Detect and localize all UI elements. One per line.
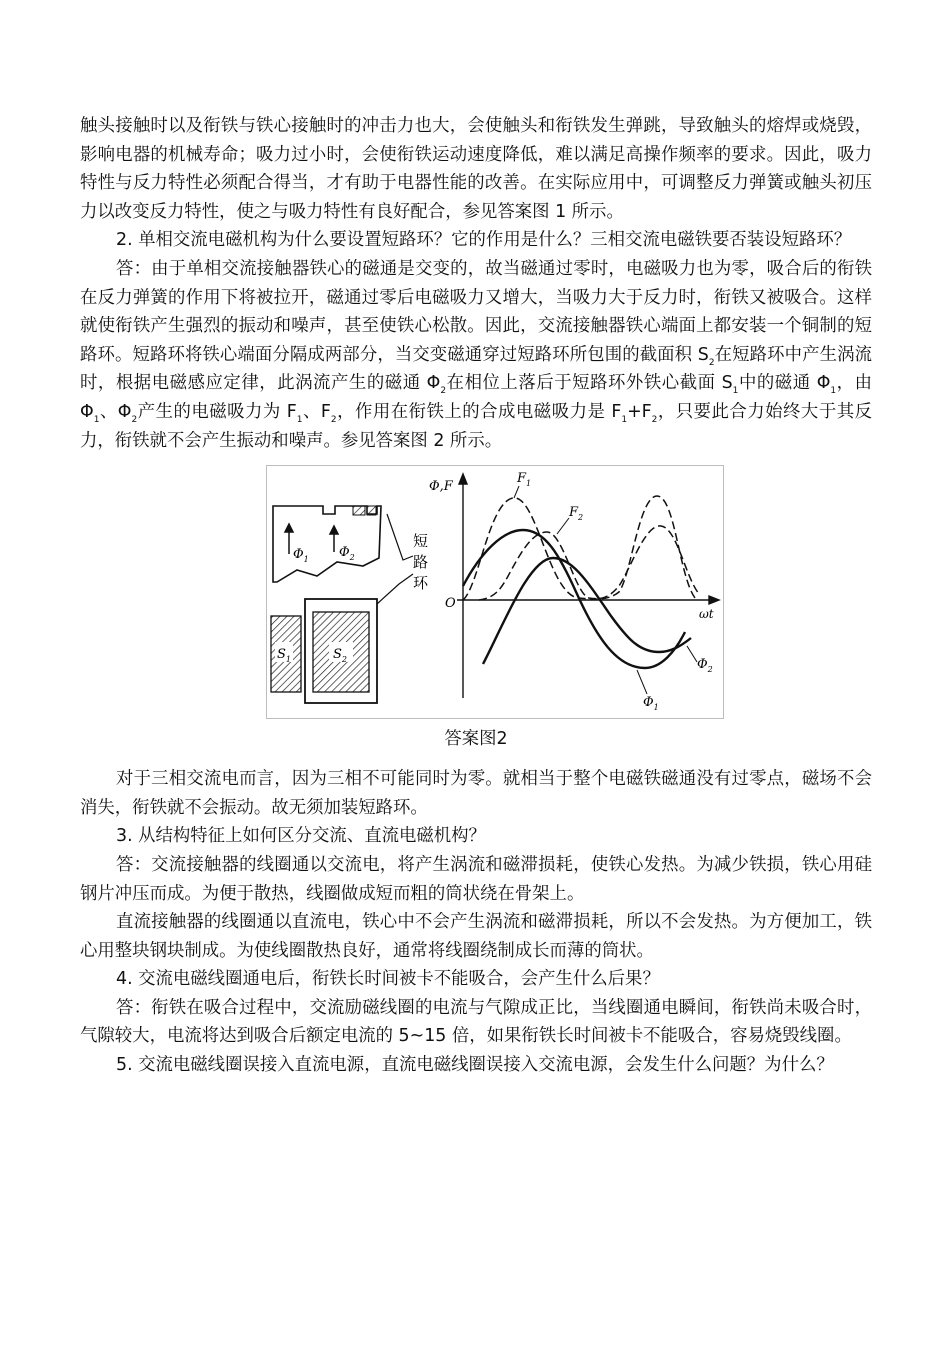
curve-phi2 bbox=[483, 558, 691, 664]
phi2-label-left: $\Phi_2$ bbox=[339, 545, 355, 563]
short-ring-label-1: 短 bbox=[413, 532, 429, 551]
figure-2-frame bbox=[266, 465, 724, 719]
short-ring-label-2: 路 bbox=[413, 553, 429, 572]
waveform-axes bbox=[457, 474, 719, 698]
figure-2 bbox=[80, 465, 872, 765]
short-ring-section-2 bbox=[367, 506, 376, 515]
curve-phi1 bbox=[463, 530, 685, 668]
phi1-label-right: $\Phi_1$ bbox=[643, 695, 659, 713]
curve-f2 bbox=[479, 526, 699, 600]
short-ring-label-3: 环 bbox=[413, 574, 429, 593]
axis-label-phi-f: Φ,F bbox=[429, 479, 453, 495]
three-phase-paragraph: 对于三相交流电而言，因为三相不可能同时为零。就相当于整个电磁铁磁通没有过零点，磁场不会消失，衔铁就不会振动。故无须加装短路环。 bbox=[80, 769, 872, 818]
question-4: 4. 交流电磁线圈通电后，衔铁长时间被卡不能吸合，会产生什么后果？ bbox=[116, 969, 660, 990]
answer-2: 答：由于单相交流接触器铁心的磁通是交变的，故当磁通过零时，电磁吸力也为零，吸合后的衔铁在反力弹簧的作用下将被拉开，磁通过零后电磁吸力又增大，当吸力大于反力时，衔铁又被吸合。这样就使衔铁产生强烈的振动和噪声，甚至使铁心松散。因此，交流接触器铁心端面上都安装一个铜制的短路环。短路环将铁心端面分隔成两部分，当交变磁通穿过短路环所包围的截面积 $S_2$在短路环中产生涡流时，根据电磁感应定律，此涡流产生的磁通 $\Phi_2$在相位上落后于短路环外铁心截面 $S_1$中的磁通 $\Phi_1$，由 $\Phi_1$、$\Phi_2$产生的电磁吸力为 $F_1$、$F_2$，作用在衔铁上的合成电磁吸力是 $F_1+F_2$，只要此合力始终大于其反力，衔铁就不会产生振动和噪声。参见答案图 2 所示。 bbox=[80, 258, 872, 451]
short-ring-leader-upper bbox=[387, 514, 413, 560]
core-cross-section bbox=[271, 599, 377, 703]
f2-label: $F_2$ bbox=[569, 505, 584, 523]
short-ring-section-1 bbox=[353, 506, 365, 515]
answer-3-ac: 答：交流接触器的线圈通以交流电，将产生涡流和磁滞损耗，使铁心发热。为减少铁损，铁心用硅钢片冲压而成。为便于散热，线圈做成短而粗的筒状绕在骨架上。 bbox=[80, 854, 872, 904]
f1-leader bbox=[514, 486, 519, 498]
phi1-label-left: $\Phi_1$ bbox=[293, 547, 309, 565]
answer-4: 答：衔铁在吸合过程中，交流励磁线圈的电流与气隙成正比，当线圈通电瞬间，衔铁尚未吸合时，气隙较大，电流将达到吸合后额定电流的 5~15 倍，如果衔铁长时间被卡不能吸合，容易烧毁线圈。 bbox=[80, 997, 872, 1047]
f2-leader bbox=[557, 518, 569, 534]
question-2: 2. 单相交流电磁机构为什么要设置短路环？它的作用是什么？三相交流电磁铁要否装设短路环？ bbox=[116, 230, 852, 251]
phi2-leader bbox=[687, 646, 697, 662]
short-ring-leader-lower bbox=[377, 574, 413, 604]
phi2-label-right: $\Phi_2$ bbox=[697, 657, 713, 675]
document-page bbox=[80, 112, 872, 1080]
question-5: 5. 交流电磁线圈误接入直流电源，直流电磁线圈误接入交流电源，会发生什么问题？为什么？ bbox=[116, 1055, 834, 1076]
axis-label-wt: ωt bbox=[699, 607, 714, 622]
question-3: 3. 从结构特征上如何区分交流、直流电磁机构？ bbox=[116, 826, 486, 847]
curve-f1 bbox=[463, 496, 695, 600]
flux-arrow-phi1 bbox=[285, 524, 293, 554]
phi1-leader bbox=[637, 670, 647, 694]
figure-caption: 答案图2 bbox=[444, 729, 508, 750]
flux-arrow-phi2 bbox=[330, 526, 338, 552]
s2-label: $S_2$ bbox=[333, 647, 347, 665]
f1-label: $F_1$ bbox=[517, 471, 532, 489]
origin-label: O bbox=[445, 596, 456, 612]
paragraph-continuation: 触头接触时以及衔铁与铁心接触时的冲击力也大，会使触头和衔铁发生弹跳，导致触头的熔焊或烧毁，影响电器的机械寿命；吸力过小时，会使衔铁运动速度降低，难以满足高操作频率的要求。因此，吸力特性与反力特性必须配合得当，才有助于电器性能的改善。在实际应用中，可调整反力弹簧或触头初压力以改变反力特性，使之与吸力特性有良好配合，参见答案图 1 所示。 bbox=[80, 116, 872, 222]
short-ring-diagram bbox=[267, 466, 723, 718]
answer-3-dc: 直流接触器的线圈通以直流电，铁心中不会产生涡流和磁滞损耗，所以不会发热。为方便加工，铁心用整块钢块制成。为使线圈散热良好，通常将线圈绕制成长而薄的筒状。 bbox=[80, 912, 872, 961]
s1-label: $S_1$ bbox=[277, 647, 291, 665]
